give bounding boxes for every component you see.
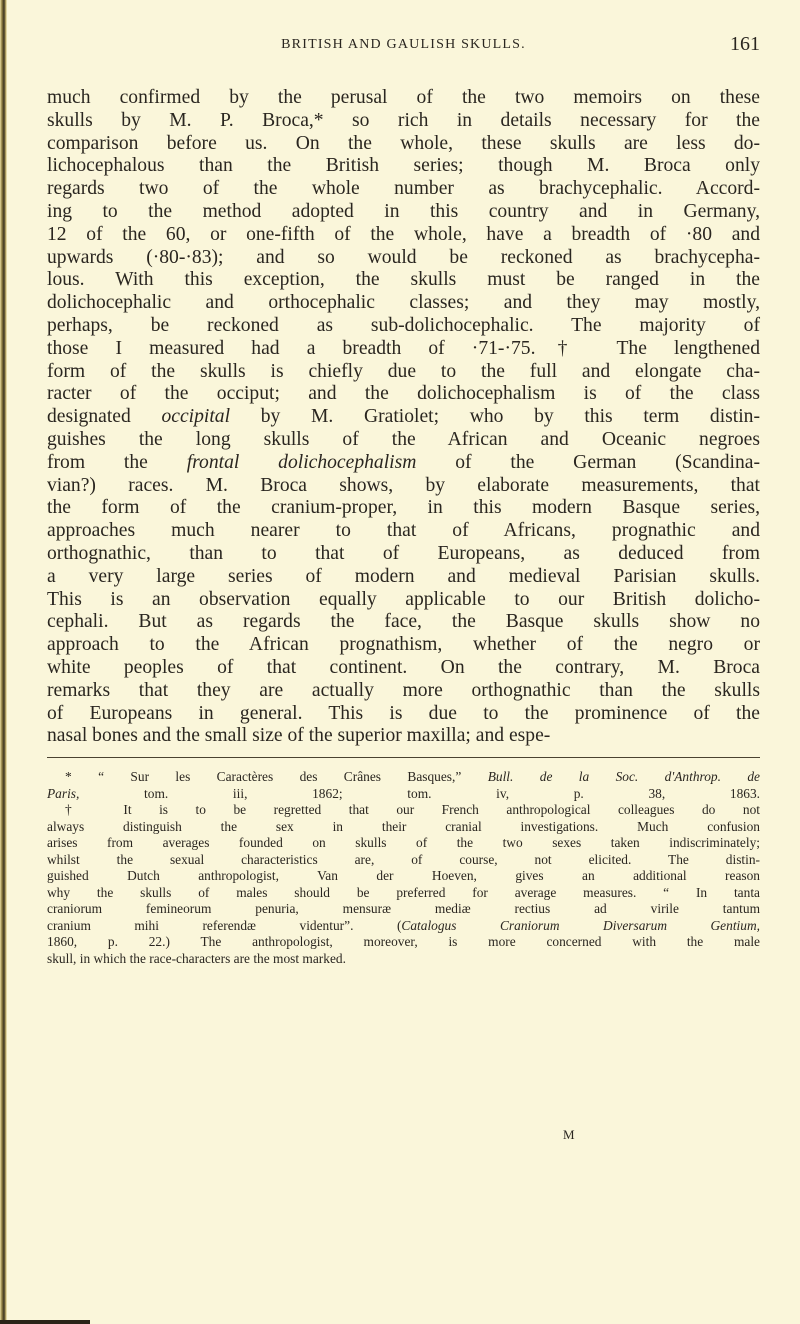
text-segment: skulls by M. P. Broca,* so rich in details necessary for the (47, 109, 760, 131)
footnotes (47, 769, 760, 967)
text-line (47, 452, 760, 475)
italic-text: occipital (161, 406, 231, 428)
text-segment: a very large series of modern and medieval Parisian skulls. (47, 565, 760, 587)
text-segment: form of the skulls is chiefly due to the full and elongate cha- (47, 360, 760, 382)
text-line (47, 133, 760, 156)
text-segment: designated (47, 406, 162, 428)
text-line (47, 703, 760, 726)
text-segment: racter of the occiput; and the dolichocephalism is of the class (47, 383, 760, 405)
text-segment: skull, in which the race-characters are the most marked. (47, 950, 346, 966)
italic-text: Bull. de la Soc. d'Anthrop. de (487, 769, 760, 784)
text-segment: of Europeans in general. This is due to the prominence of the (47, 702, 760, 724)
text-segment: cephali. But as regards the face, the Basque skulls show no (47, 611, 760, 633)
footnote-line (47, 819, 760, 836)
text-line (47, 657, 760, 680)
text-segment: cranium mihi referendæ videntur”. ( (47, 917, 402, 933)
signature-mark: M (563, 1127, 575, 1142)
text-line (47, 475, 760, 498)
text-segment: orthognathic, than to that of Europeans, as deduced from (47, 542, 760, 564)
text-segment: guished Dutch anthropologist, Van der Hoeven, gives an additional reason (47, 868, 760, 883)
text-segment: from the (47, 451, 187, 473)
text-line (47, 589, 760, 612)
body-text (47, 87, 760, 748)
text-line (47, 269, 760, 292)
footnote-line (47, 901, 760, 918)
footnote-divider (47, 757, 760, 758)
footnote-line (47, 786, 760, 803)
footnote-line (47, 885, 760, 902)
text-segment: by M. Gratiolet; who by this term distin- (230, 406, 760, 428)
italic-text: Catalogus Craniorum Diversarum Gentium, (401, 917, 760, 933)
text-line (47, 201, 760, 224)
text-segment: craniorum femineorum penuria, mensuræ mediæ rectius ad virile tantum (47, 901, 760, 916)
text-line (47, 634, 760, 657)
italic-text: Paris, (47, 785, 80, 801)
text-segment: 12 of the 60, or one-fifth of the whole, have a breadth of ·80 and (47, 223, 760, 245)
footnote-line (47, 802, 760, 819)
text-segment: dolichocephalic and orthocephalic classes; and they may mostly, (47, 292, 760, 314)
text-line (47, 224, 760, 247)
page-header (47, 33, 760, 57)
text-segment: guishes the long skulls of the African and Oceanic negroes (47, 428, 760, 450)
footnote-line (47, 934, 760, 951)
text-segment: whilst the sexual characteristics are, of course, not elicited. The distin- (47, 851, 760, 867)
text-segment: lichocephalous than the British series; though M. Broca only (47, 155, 760, 177)
text-line (47, 566, 760, 589)
text-line (47, 497, 760, 520)
text-segment: the form of the cranium-proper, in this modern Basque series, (47, 497, 760, 519)
text-segment: much confirmed by the perusal of the two memoirs on these (47, 87, 760, 108)
text-segment: This is an observation equally applicable to our British dolicho- (47, 588, 760, 610)
text-segment: white peoples of that continent. On the contrary, M. Broca (47, 656, 760, 678)
text-line (47, 247, 760, 270)
text-segment: approach to the African prognathism, whether of the negro or (47, 634, 760, 656)
text-line (47, 611, 760, 634)
text-line (47, 361, 760, 384)
text-line (47, 520, 760, 543)
text-segment: arises from averages founded on skulls of the two sexes taken indiscriminately; (47, 835, 760, 850)
running-title: BRITISH AND GAULISH SKULLS. (281, 37, 526, 52)
text-line (47, 680, 760, 703)
text-segment: of the German (Scandina- (416, 451, 760, 473)
text-line (47, 383, 760, 406)
text-segment: upwards (·80-·83); and so would be reckoned as brachycepha- (47, 246, 760, 268)
text-segment: * “ Sur les Caractères des Crânes Basques,” (65, 769, 488, 784)
text-segment: comparison before us. On the whole, these skulls are less do- (47, 132, 760, 154)
italic-text: frontal dolichocephalism (186, 451, 417, 473)
text-line (47, 429, 760, 452)
text-line (47, 87, 760, 110)
footnote-line (47, 835, 760, 852)
text-line (47, 178, 760, 201)
text-segment: those I measured had a breadth of ·71-·75.† The lengthened (47, 337, 760, 359)
text-line (47, 110, 760, 133)
text-segment: nasal bones and the small size of the superior maxilla; and espe- (47, 725, 551, 747)
text-segment: why the skulls of males should be preferred for average measures. “ In tanta (47, 884, 760, 900)
footnote-line (47, 769, 760, 786)
footnote-line (47, 852, 760, 869)
text-line (47, 315, 760, 338)
text-segment: † It is to be regretted that our French anthropological colleagues do not (65, 802, 760, 817)
footnote-line (47, 918, 760, 935)
text-line (47, 292, 760, 315)
text-segment: tom. iii, 1862; tom. iv, p. 38, 1863. (79, 785, 760, 801)
text-segment: remarks that they are actually more orthognathic than the skulls (47, 679, 760, 701)
page-edge-shadow (0, 1320, 90, 1324)
text-segment: lous. With this exception, the skulls must be ranged in the (47, 269, 760, 291)
book-binding-edge (0, 0, 7, 1324)
text-line (47, 406, 760, 429)
footnote-line (47, 868, 760, 885)
text-segment: approaches much nearer to that of Africans, prognathic and (47, 520, 760, 542)
text-segment: ing to the method adopted in this country and in Germany, (47, 200, 760, 222)
text-segment: vian?) races. M. Broca shows, by elaborate measurements, that (47, 474, 760, 496)
text-line (47, 543, 760, 566)
footnote-line (47, 951, 760, 968)
text-segment: always distinguish the sex in their cranial investigations. Much confusion (47, 818, 760, 834)
text-line (47, 725, 760, 748)
text-line (47, 155, 760, 178)
text-segment: regards two of the whole number as brachycephalic. Accord- (47, 178, 760, 200)
page-number: 161 (730, 33, 760, 55)
text-segment: 1860, p. 22.) The anthropologist, moreover, is more concerned with the male (47, 934, 760, 949)
text-line (47, 338, 760, 361)
text-segment: perhaps, be reckoned as sub-dolichocephalic. The majority of (47, 314, 760, 336)
